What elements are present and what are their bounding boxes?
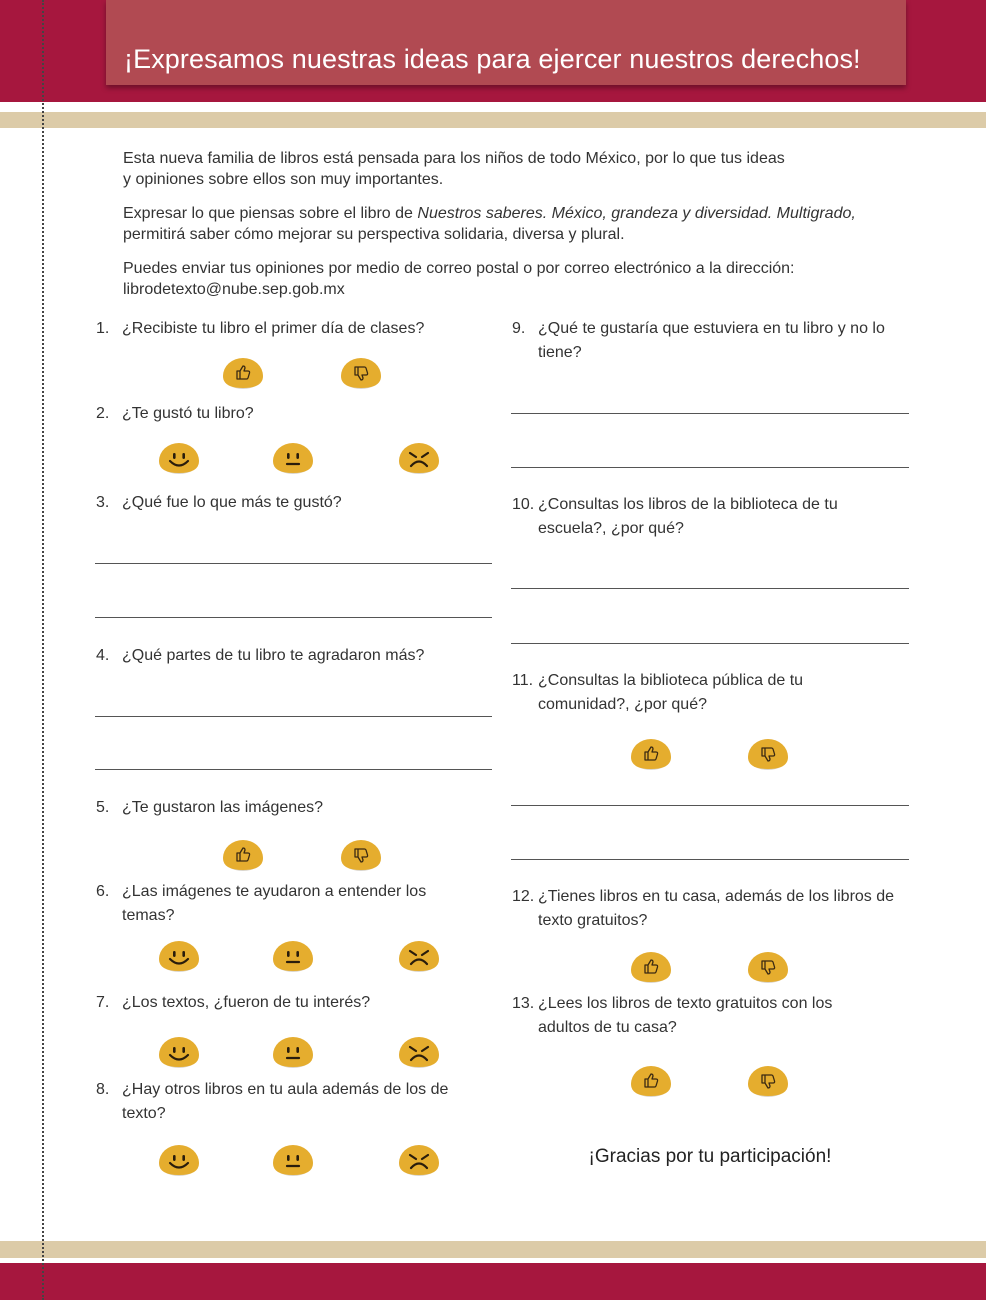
bottom-band (0, 1263, 986, 1300)
answer-line[interactable] (511, 859, 909, 860)
intro-text: Expresar lo que piensas sobre el libro de (123, 205, 418, 222)
question-11 (538, 669, 803, 717)
angry-face-icon[interactable] (397, 442, 441, 476)
question-3 (122, 491, 342, 515)
question-1 (122, 317, 424, 341)
question-text: tiene? (538, 344, 582, 361)
intro-text: Puedes enviar tus opiniones por medio de correo postal o por correo electrónico a la dirección: (123, 260, 795, 277)
intro-paragraph-1 (123, 148, 913, 190)
question-number: 9. (512, 320, 526, 337)
answer-line[interactable] (511, 805, 909, 806)
angry-face-icon[interactable] (397, 940, 441, 974)
question-12 (538, 885, 894, 933)
question-text: ¿Consultas la biblioteca pública de tu (538, 672, 804, 689)
bottom-stripe (0, 1241, 986, 1258)
question-7 (122, 991, 370, 1015)
question-text: comunidad?, ¿por qué? (538, 696, 707, 713)
question-number: 13. (512, 995, 535, 1012)
question-text: escuela?, ¿por qué? (538, 520, 684, 537)
question-number: 11. (512, 672, 534, 689)
question-text: ¿Hay otros libros en tu aula además de los de (122, 1081, 449, 1098)
intro-paragraph-3 (123, 258, 913, 300)
happy-face-icon[interactable] (157, 1144, 201, 1178)
intro-paragraph-2 (123, 203, 913, 245)
answer-line[interactable] (95, 617, 492, 618)
question-number: 5. (96, 799, 110, 816)
thumbs-down-icon[interactable] (746, 1065, 790, 1099)
happy-face-icon[interactable] (157, 442, 201, 476)
answer-line[interactable] (95, 563, 492, 564)
question-text: ¿Lees los libros de texto gratuitos con los (538, 995, 833, 1012)
question-number: 4. (96, 647, 110, 664)
question-text: texto? (122, 1105, 166, 1122)
question-number: 1. (96, 320, 110, 337)
question-number: 12. (512, 888, 535, 905)
answer-line[interactable] (511, 467, 909, 468)
intro-text: Esta nueva familia de libros está pensada para los niños de todo México, por lo que tus ideas (123, 150, 785, 167)
neutral-face-icon[interactable] (271, 1036, 315, 1070)
page-title: ¡Expresamos nuestras ideas para ejercer nuestros derechos! (124, 44, 861, 74)
question-4 (122, 644, 424, 668)
neutral-face-icon[interactable] (271, 1144, 315, 1178)
question-text: ¿Qué fue lo que más te gustó? (122, 494, 342, 511)
answer-line[interactable] (511, 588, 909, 589)
question-text: ¿Las imágenes te ayudaron a entender los (122, 883, 427, 900)
neutral-face-icon[interactable] (271, 940, 315, 974)
question-text: ¿Te gustó tu libro? (122, 405, 254, 422)
question-number: 2. (96, 405, 110, 422)
question-text: ¿Qué te gustaría que estuviera en tu libro y no lo (538, 320, 885, 337)
question-13 (538, 992, 832, 1040)
thumbs-down-icon[interactable] (339, 839, 383, 873)
question-text: ¿Los textos, ¿fueron de tu interés? (122, 994, 371, 1011)
thumbs-down-icon[interactable] (339, 357, 383, 391)
answer-line[interactable] (95, 716, 492, 717)
question-text: texto gratuitos? (538, 912, 648, 929)
question-number: 8. (96, 1081, 110, 1098)
neutral-face-icon[interactable] (271, 442, 315, 476)
intro-text: permitirá saber cómo mejorar su perspectiva solidaria, diversa y plural. (123, 226, 625, 243)
question-number: 10. (512, 496, 535, 513)
angry-face-icon[interactable] (397, 1144, 441, 1178)
title-box (106, 0, 906, 85)
question-9 (538, 317, 885, 365)
intro-text: y opiniones sobre ellos son muy importantes. (123, 171, 444, 188)
thumbs-up-icon[interactable] (629, 1065, 673, 1099)
question-text: ¿Te gustaron las imágenes? (122, 799, 323, 816)
question-text: temas? (122, 907, 175, 924)
happy-face-icon[interactable] (157, 940, 201, 974)
top-stripe (0, 112, 986, 128)
answer-line[interactable] (511, 413, 909, 414)
thumbs-down-icon[interactable] (746, 738, 790, 772)
cut-line (42, 0, 44, 1300)
question-2 (122, 402, 254, 426)
happy-face-icon[interactable] (157, 1036, 201, 1070)
answer-line[interactable] (95, 769, 492, 770)
thumbs-down-icon[interactable] (746, 951, 790, 985)
intro-text (123, 203, 913, 224)
question-text: ¿Qué partes de tu libro te agradaron más? (122, 647, 425, 664)
question-text: ¿Consultas los libros de la biblioteca de tu (538, 496, 838, 513)
question-text: adultos de tu casa? (538, 1019, 677, 1036)
thumbs-up-icon[interactable] (221, 839, 265, 873)
question-10 (538, 493, 838, 541)
thanks-message: ¡Gracias por tu participación! (588, 1146, 832, 1167)
question-text: ¿Recibiste tu libro el primer día de clases? (122, 320, 425, 337)
question-number: 3. (96, 494, 110, 511)
thumbs-up-icon[interactable] (629, 738, 673, 772)
question-text: ¿Tienes libros en tu casa, además de los libros de (538, 888, 895, 905)
thumbs-up-icon[interactable] (221, 357, 265, 391)
question-5 (122, 796, 323, 820)
question-number: 7. (96, 994, 110, 1011)
email-address: librodetexto@nube.sep.gob.mx (123, 281, 345, 298)
question-number: 6. (96, 883, 110, 900)
thumbs-up-icon[interactable] (629, 951, 673, 985)
book-title: Nuestros saberes. México, grandeza y diversidad. Multigrado, (417, 205, 856, 222)
answer-line[interactable] (511, 643, 909, 644)
angry-face-icon[interactable] (397, 1036, 441, 1070)
question-8 (122, 1078, 448, 1126)
question-6 (122, 880, 426, 928)
